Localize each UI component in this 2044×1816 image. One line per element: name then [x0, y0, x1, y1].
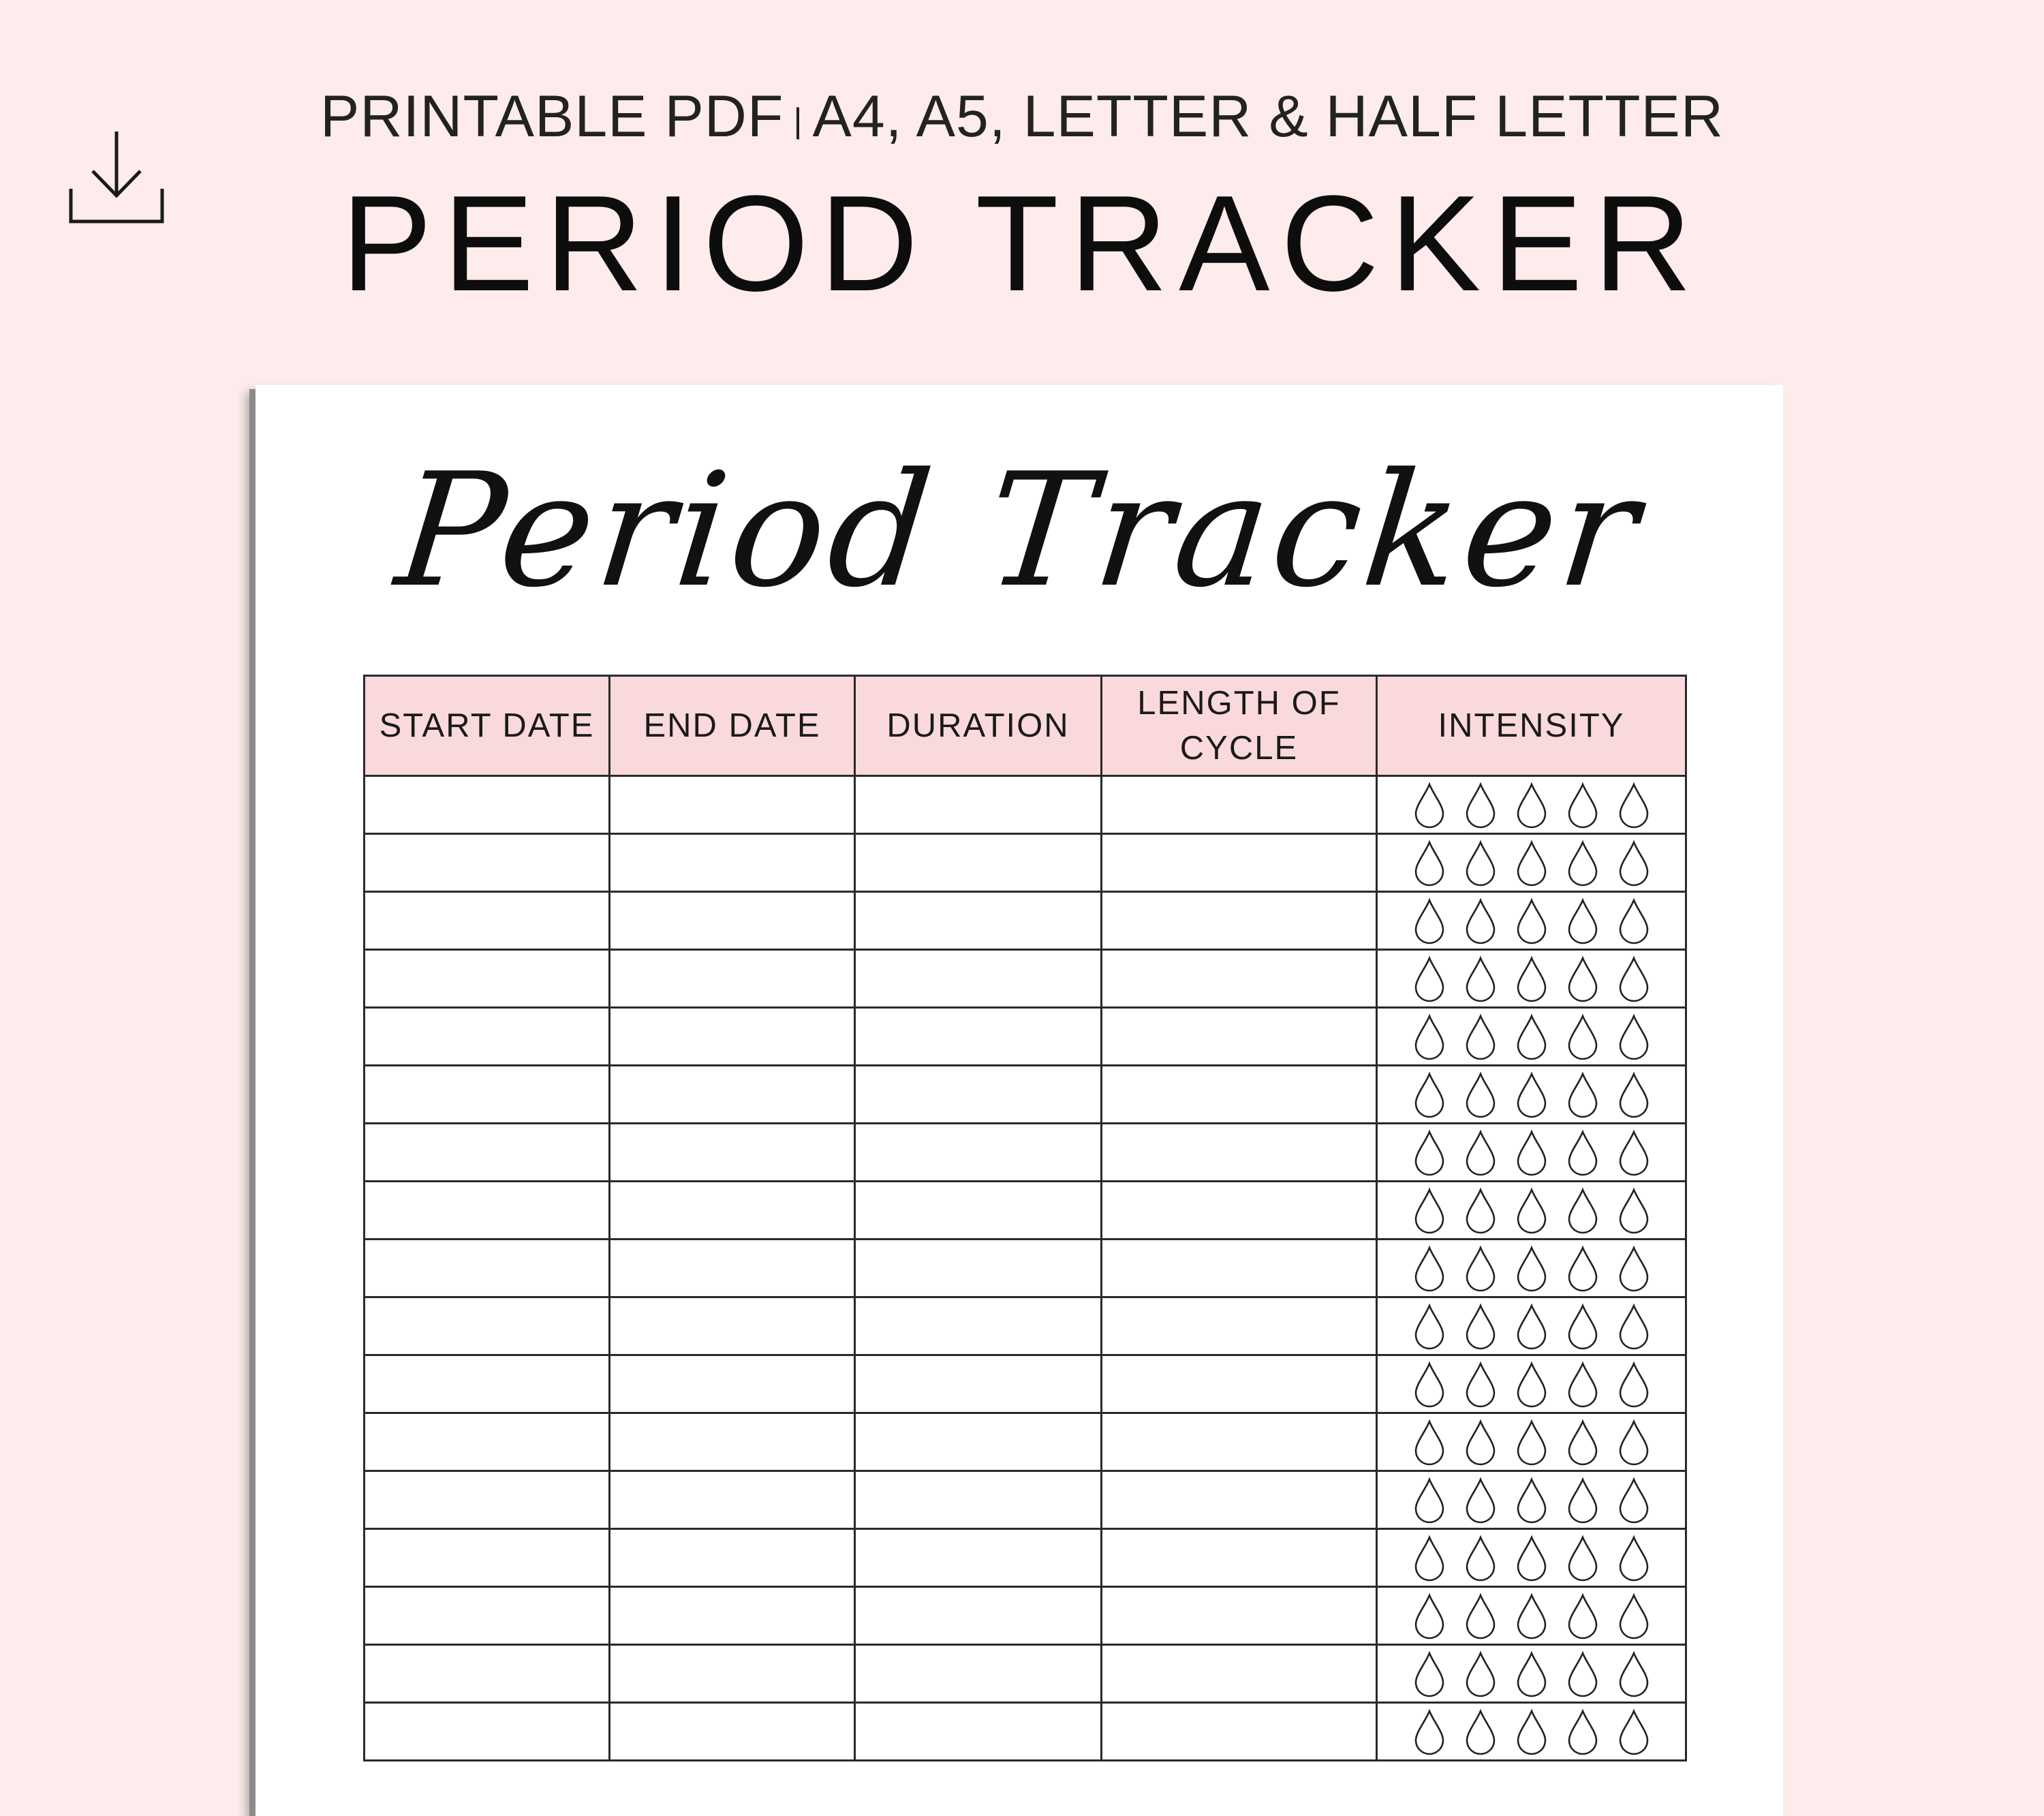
drop-icon[interactable]: [1569, 958, 1596, 1001]
intensity-drops: [1412, 1302, 1651, 1350]
end-date-cell[interactable]: [610, 1066, 855, 1124]
intensity-cell: [1377, 1066, 1686, 1124]
drop-icon[interactable]: [1569, 1537, 1596, 1580]
drop-icon[interactable]: [1620, 784, 1647, 827]
drop-icon[interactable]: [1569, 1190, 1596, 1233]
drop-icon[interactable]: [1416, 1653, 1443, 1696]
intensity-drops: [1412, 955, 1651, 1002]
drop-icon[interactable]: [1416, 1537, 1443, 1580]
end-date-cell[interactable]: [610, 950, 855, 1008]
drop-icon[interactable]: [1467, 1248, 1494, 1291]
tracker-table: [363, 675, 1687, 1761]
intensity-cell: [1377, 950, 1686, 1008]
table-row: [365, 1587, 1686, 1645]
drop-icon[interactable]: [1620, 1132, 1647, 1175]
end-date-cell[interactable]: [610, 1124, 855, 1182]
drop-icon[interactable]: [1467, 1306, 1494, 1349]
intensity-drops: [1412, 1476, 1651, 1524]
table-row: [365, 1703, 1686, 1761]
duration-cell[interactable]: [855, 1124, 1102, 1182]
length-of-cycle-cell[interactable]: [1102, 1240, 1377, 1297]
intensity-cell: [1377, 834, 1686, 892]
drop-icon[interactable]: [1620, 1306, 1647, 1349]
drop-icon[interactable]: [1518, 1190, 1545, 1233]
drop-icon[interactable]: [1416, 842, 1443, 885]
length-of-cycle-cell[interactable]: [1102, 1471, 1377, 1529]
start-date-cell[interactable]: [365, 1297, 610, 1355]
intensity-drops: [1412, 1360, 1651, 1408]
table-row: [365, 1066, 1686, 1124]
intensity-drops: [1412, 897, 1651, 944]
intensity-drops: [1412, 1650, 1651, 1697]
end-date-cell[interactable]: [610, 1471, 855, 1529]
drop-icon[interactable]: [1416, 1306, 1443, 1349]
duration-cell[interactable]: [855, 1471, 1102, 1529]
start-date-cell[interactable]: [365, 1008, 610, 1066]
duration-cell[interactable]: [855, 1240, 1102, 1297]
length-of-cycle-cell[interactable]: [1102, 834, 1377, 892]
drop-icon[interactable]: [1416, 1190, 1443, 1233]
duration-cell[interactable]: [855, 1413, 1102, 1471]
drop-icon[interactable]: [1569, 784, 1596, 827]
intensity-drops: [1412, 1128, 1651, 1176]
length-of-cycle-cell[interactable]: [1102, 1066, 1377, 1124]
drop-icon[interactable]: [1620, 958, 1647, 1001]
table-row: [365, 1182, 1686, 1240]
intensity-cell: [1377, 1587, 1686, 1645]
duration-cell[interactable]: [855, 1066, 1102, 1124]
table-row: [365, 1240, 1686, 1297]
drop-icon[interactable]: [1620, 1074, 1647, 1117]
drop-icon[interactable]: [1467, 1074, 1494, 1117]
duration-cell[interactable]: [855, 776, 1102, 834]
drop-icon[interactable]: [1569, 1711, 1596, 1754]
duration-cell[interactable]: [855, 1355, 1102, 1413]
drop-icon[interactable]: [1518, 1479, 1545, 1522]
intensity-cell: [1377, 892, 1686, 950]
drop-icon[interactable]: [1569, 1479, 1596, 1522]
length-of-cycle-cell[interactable]: [1102, 1182, 1377, 1240]
drop-icon[interactable]: [1416, 900, 1443, 943]
table-row: [365, 776, 1686, 834]
drop-icon[interactable]: [1467, 1190, 1494, 1233]
drop-icon[interactable]: [1518, 1595, 1545, 1638]
table-row: [365, 1355, 1686, 1413]
start-date-cell[interactable]: [365, 1240, 610, 1297]
intensity-cell: [1377, 1703, 1686, 1761]
drop-icon[interactable]: [1416, 958, 1443, 1001]
intensity-cell: [1377, 1297, 1686, 1355]
drop-icon[interactable]: [1518, 1421, 1545, 1464]
end-date-cell[interactable]: [610, 776, 855, 834]
intensity-cell: [1377, 1182, 1686, 1240]
drop-icon[interactable]: [1467, 784, 1494, 827]
start-date-cell[interactable]: [365, 1529, 610, 1587]
length-of-cycle-cell[interactable]: [1102, 1645, 1377, 1703]
drop-icon[interactable]: [1569, 1074, 1596, 1117]
drop-icon[interactable]: [1518, 1364, 1545, 1406]
intensity-cell: [1377, 1529, 1686, 1587]
drop-icon[interactable]: [1416, 1479, 1443, 1522]
table-row: [365, 1471, 1686, 1529]
start-date-cell[interactable]: [365, 950, 610, 1008]
duration-cell[interactable]: [855, 1529, 1102, 1587]
duration-cell[interactable]: [855, 1297, 1102, 1355]
table-row: [365, 950, 1686, 1008]
end-date-cell[interactable]: [610, 1413, 855, 1471]
drop-icon[interactable]: [1518, 900, 1545, 943]
end-date-cell[interactable]: [610, 1645, 855, 1703]
drop-icon[interactable]: [1569, 1016, 1596, 1059]
header-start-date: START DATE: [365, 676, 610, 776]
end-date-cell[interactable]: [610, 1008, 855, 1066]
intensity-drops: [1412, 1708, 1651, 1755]
intensity-cell: [1377, 1645, 1686, 1703]
drop-icon[interactable]: [1518, 1132, 1545, 1175]
end-date-cell[interactable]: [610, 1587, 855, 1645]
start-date-cell[interactable]: [365, 892, 610, 950]
intensity-drops: [1412, 839, 1651, 887]
intensity-drops: [1412, 1186, 1651, 1234]
start-date-cell[interactable]: [365, 776, 610, 834]
drop-icon[interactable]: [1620, 900, 1647, 943]
intensity-drops: [1412, 1071, 1651, 1118]
drop-icon[interactable]: [1518, 958, 1545, 1001]
header-intensity: INTENSITY: [1377, 676, 1686, 776]
intensity-cell: [1377, 1008, 1686, 1066]
header-duration: DURATION: [855, 676, 1102, 776]
header-length-of-cycle: [1102, 676, 1377, 776]
drop-icon[interactable]: [1569, 1653, 1596, 1696]
drop-icon[interactable]: [1569, 1364, 1596, 1406]
header-length-of-cycle-label: LENGTH OF CYCLE: [1137, 685, 1341, 767]
duration-cell[interactable]: [855, 892, 1102, 950]
drop-icon[interactable]: [1620, 1248, 1647, 1291]
banner-title: PERIOD TRACKER: [341, 168, 1703, 320]
intensity-drops: [1412, 1013, 1651, 1060]
start-date-cell[interactable]: [365, 1182, 610, 1240]
subtitle-format: PRINTABLE PDF: [320, 84, 784, 149]
drop-icon[interactable]: [1518, 1016, 1545, 1059]
start-date-cell[interactable]: [365, 1703, 610, 1761]
intensity-cell: [1377, 1413, 1686, 1471]
start-date-cell[interactable]: [365, 1587, 610, 1645]
header-end-date: END DATE: [610, 676, 855, 776]
duration-cell[interactable]: [855, 834, 1102, 892]
drop-icon[interactable]: [1569, 1306, 1596, 1349]
drop-icon[interactable]: [1620, 1653, 1647, 1696]
drop-icon[interactable]: [1467, 1537, 1494, 1580]
drop-icon[interactable]: [1467, 1132, 1494, 1175]
start-date-cell[interactable]: [365, 1413, 610, 1471]
drop-icon[interactable]: [1518, 1711, 1545, 1754]
sheet-script-title: Period Tracker: [389, 440, 1650, 622]
drop-icon[interactable]: [1620, 1711, 1647, 1754]
start-date-cell[interactable]: [365, 1471, 610, 1529]
drop-icon[interactable]: [1569, 900, 1596, 943]
start-date-cell[interactable]: [365, 834, 610, 892]
end-date-cell[interactable]: [610, 1182, 855, 1240]
drop-icon[interactable]: [1416, 1074, 1443, 1117]
drop-icon[interactable]: [1416, 784, 1443, 827]
start-date-cell[interactable]: [365, 1124, 610, 1182]
length-of-cycle-cell[interactable]: [1102, 1008, 1377, 1066]
intensity-drops: [1412, 781, 1651, 829]
intensity-drops: [1412, 1244, 1651, 1292]
intensity-drops: [1412, 1418, 1651, 1466]
banner-subtitle: [0, 83, 2044, 151]
drop-icon[interactable]: [1416, 1364, 1443, 1406]
drop-icon[interactable]: [1569, 1248, 1596, 1291]
length-of-cycle-cell[interactable]: [1102, 1703, 1377, 1761]
start-date-cell[interactable]: [365, 1355, 610, 1413]
table-row: [365, 1124, 1686, 1182]
intensity-cell: [1377, 1471, 1686, 1529]
drop-icon[interactable]: [1569, 842, 1596, 885]
drop-icon[interactable]: [1467, 842, 1494, 885]
drop-icon[interactable]: [1620, 1479, 1647, 1522]
drop-icon[interactable]: [1467, 958, 1494, 1001]
table-row: [365, 1529, 1686, 1587]
intensity-cell: [1377, 1124, 1686, 1182]
table-row: [365, 892, 1686, 950]
duration-cell[interactable]: [855, 950, 1102, 1008]
table-row: [365, 1297, 1686, 1355]
start-date-cell[interactable]: [365, 1645, 610, 1703]
drop-icon[interactable]: [1620, 1421, 1647, 1464]
drop-icon[interactable]: [1467, 1711, 1494, 1754]
drop-icon[interactable]: [1620, 1364, 1647, 1406]
end-date-cell[interactable]: [610, 1297, 855, 1355]
drop-icon[interactable]: [1416, 1595, 1443, 1638]
drop-icon[interactable]: [1569, 1595, 1596, 1638]
drop-icon[interactable]: [1518, 1248, 1545, 1291]
drop-icon[interactable]: [1620, 1016, 1647, 1059]
length-of-cycle-cell[interactable]: [1102, 776, 1377, 834]
intensity-cell: [1377, 1355, 1686, 1413]
tracker-body: [365, 776, 1686, 1761]
drop-icon[interactable]: [1416, 1421, 1443, 1464]
length-of-cycle-cell[interactable]: [1102, 1297, 1377, 1355]
intensity-drops: [1412, 1534, 1651, 1582]
duration-cell[interactable]: [855, 1008, 1102, 1066]
subtitle-sizes: A4, A5, LETTER & HALF LETTER: [812, 84, 1724, 149]
drop-icon[interactable]: [1416, 1016, 1443, 1059]
end-date-cell[interactable]: [610, 834, 855, 892]
end-date-cell[interactable]: [610, 892, 855, 950]
intensity-cell: [1377, 776, 1686, 834]
drop-icon[interactable]: [1416, 1132, 1443, 1175]
end-date-cell[interactable]: [610, 1529, 855, 1587]
subtitle-separator: |: [793, 102, 803, 140]
drop-icon[interactable]: [1467, 1364, 1494, 1406]
drop-icon[interactable]: [1416, 1248, 1443, 1291]
tracker-sheet: [256, 385, 1783, 1816]
drop-icon[interactable]: [1620, 1595, 1647, 1638]
length-of-cycle-cell[interactable]: [1102, 1587, 1377, 1645]
drop-icon[interactable]: [1620, 1190, 1647, 1233]
drop-icon[interactable]: [1467, 900, 1494, 943]
duration-cell[interactable]: [855, 1587, 1102, 1645]
length-of-cycle-cell[interactable]: [1102, 1529, 1377, 1587]
drop-icon[interactable]: [1467, 1016, 1494, 1059]
table-row: [365, 834, 1686, 892]
length-of-cycle-cell[interactable]: [1102, 1124, 1377, 1182]
drop-icon[interactable]: [1569, 1132, 1596, 1175]
intensity-drops: [1412, 1592, 1651, 1640]
table-row: [365, 1413, 1686, 1471]
drop-icon[interactable]: [1569, 1421, 1596, 1464]
drop-icon[interactable]: [1467, 1479, 1494, 1522]
end-date-cell[interactable]: [610, 1703, 855, 1761]
table-header-row: [365, 676, 1686, 776]
drop-icon[interactable]: [1518, 1537, 1545, 1580]
drop-icon[interactable]: [1518, 842, 1545, 885]
drop-icon[interactable]: [1620, 1537, 1647, 1580]
duration-cell[interactable]: [855, 1645, 1102, 1703]
duration-cell[interactable]: [855, 1182, 1102, 1240]
length-of-cycle-cell[interactable]: [1102, 1413, 1377, 1471]
drop-icon[interactable]: [1620, 842, 1647, 885]
drop-icon[interactable]: [1416, 1711, 1443, 1754]
drop-icon[interactable]: [1518, 784, 1545, 827]
length-of-cycle-cell[interactable]: [1102, 892, 1377, 950]
length-of-cycle-cell[interactable]: [1102, 950, 1377, 1008]
end-date-cell[interactable]: [610, 1240, 855, 1297]
duration-cell[interactable]: [855, 1703, 1102, 1761]
drop-icon[interactable]: [1518, 1074, 1545, 1117]
drop-icon[interactable]: [1467, 1595, 1494, 1638]
drop-icon[interactable]: [1467, 1653, 1494, 1696]
drop-icon[interactable]: [1467, 1421, 1494, 1464]
drop-icon[interactable]: [1518, 1306, 1545, 1349]
intensity-cell: [1377, 1240, 1686, 1297]
length-of-cycle-cell[interactable]: [1102, 1355, 1377, 1413]
table-row: [365, 1008, 1686, 1066]
table-row: [365, 1645, 1686, 1703]
drop-icon[interactable]: [1518, 1653, 1545, 1696]
end-date-cell[interactable]: [610, 1355, 855, 1413]
start-date-cell[interactable]: [365, 1066, 610, 1124]
